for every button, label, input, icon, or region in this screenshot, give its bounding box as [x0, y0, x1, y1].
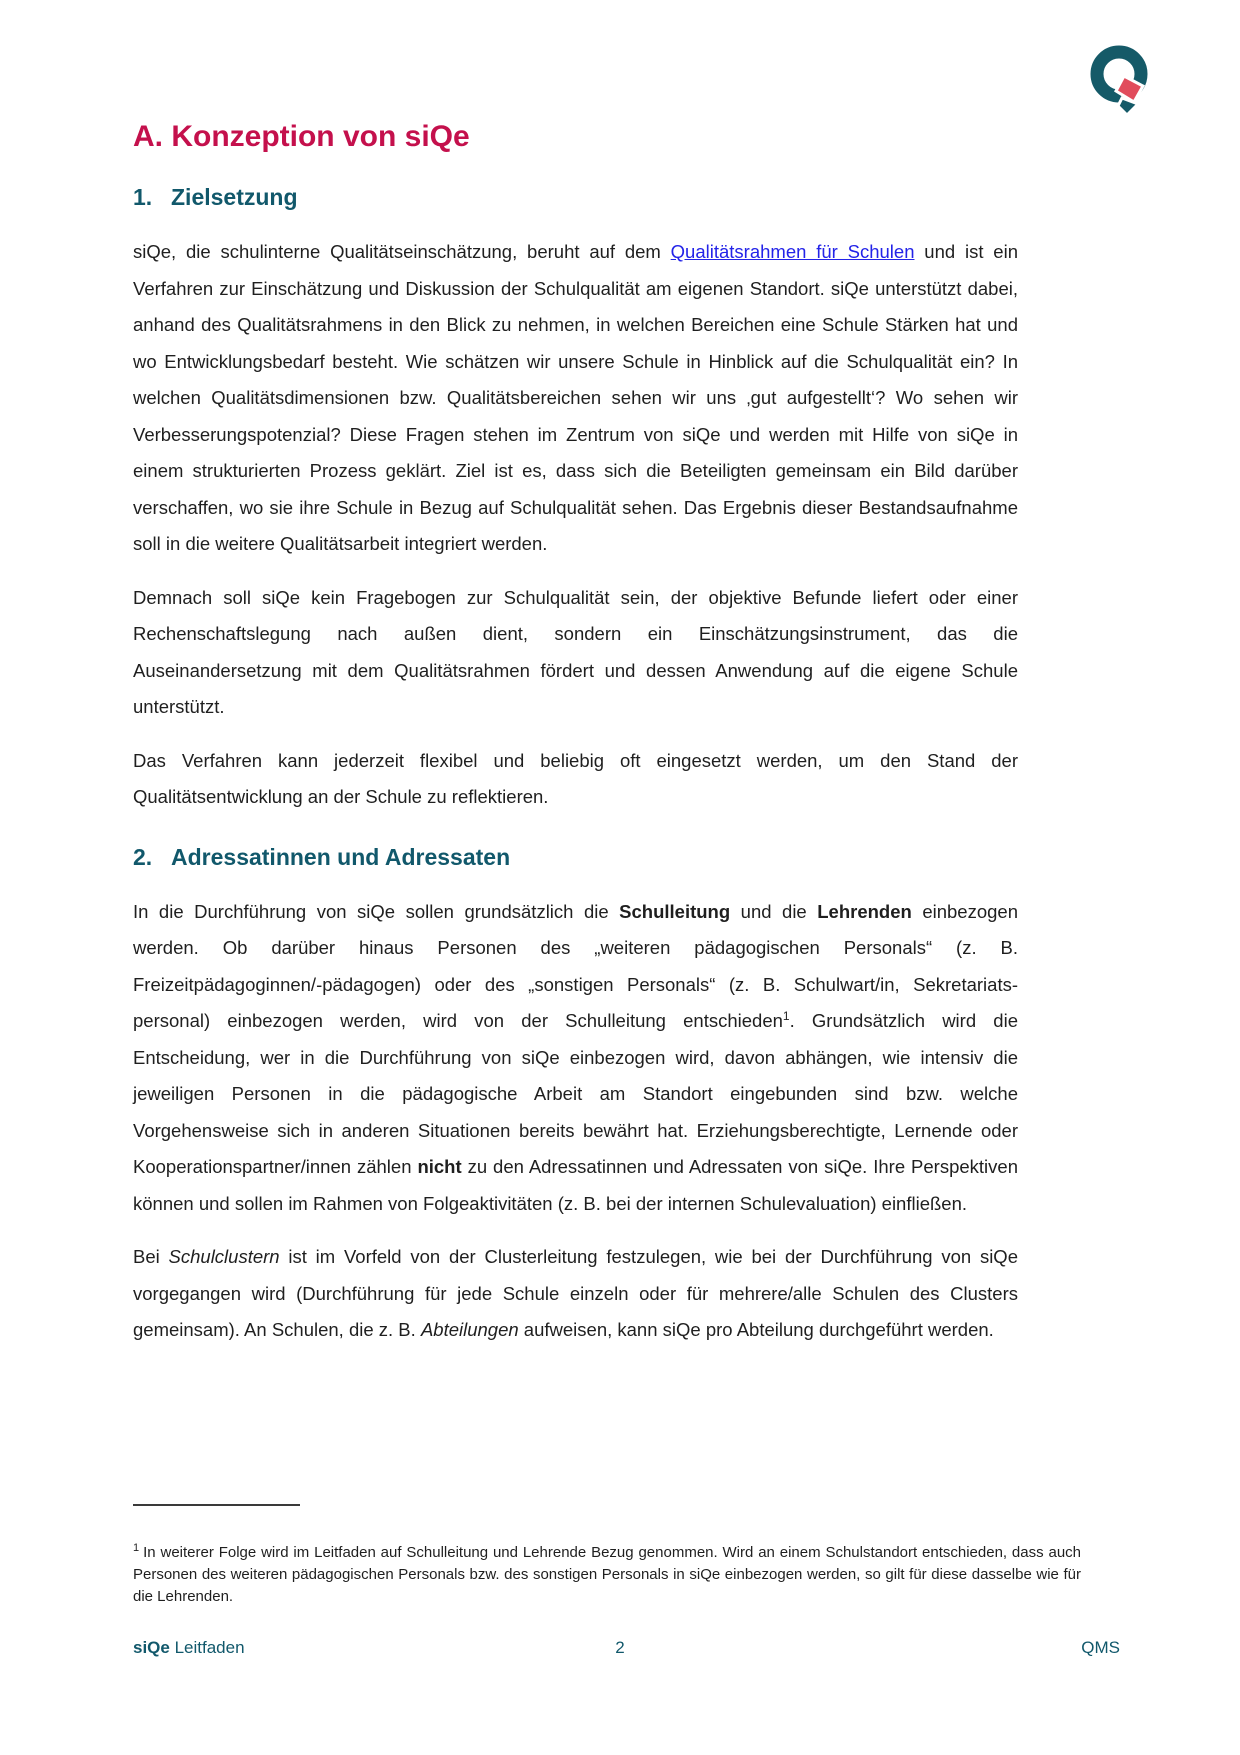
- paragraph-adressaten-1: In die Durchführung von siQe sollen grundsätzlich die Schulleitung und die Lehrenden einbezogen werden. Ob darüber hinaus Personen des „weiteren pädagogischen Personals“ (z. B. Freizeitpädagoginnen/-pädagogen) oder des „sonstigen Personals“ (z. B. Schulwart/in, Sekretariats- personal) einbezogen werden, wird von der Schulleitung entschieden$^1$. Grundsätzlich wird die Entscheidung, wer in die Durchführung von siQe einbezogen wird, davon abhängen, wie intensiv die jeweiligen Personen in die pädagogische Arbeit am Standort eingebunden sind bzw. welche Vorgehensweise sich in anderen Situationen bereits bewährt hat. Erziehungsberechtigte, Lernende oder Kooperationspartner/innen zählen nicht zu den Adressatinnen und Adressaten von siQe. Ihre Perspektiven können und sollen im Rahmen von Folgeaktivitäten (z. B. bei der internen Schulevaluation) einfließen.: [133, 900, 1018, 1214]
- qms-logo: [1088, 44, 1160, 118]
- footnote-marker: 1: [133, 1542, 140, 1554]
- paragraph-zielsetzung-2: Demnach soll siQe kein Fragebogen zur Schulqualität sein, der objektive Befunde liefert oder einer Rechenschaftslegung nach außen dient, sondern ein Einschätzungsinstrument, das die Auseinandersetzung mit dem Qualitätsrahmen fördert und dessen Anwendung auf die eigene Schule unterstützt.: [133, 586, 1018, 717]
- paragraph-zielsetzung-3: Das Verfahren kann jederzeit flexibel und beliebig oft eingesetzt werden, um den Stand der Qualitätsentwicklung an der Schule zu reflektieren.: [133, 749, 1018, 807]
- section-label: Adressatinnen und Adressaten: [171, 843, 511, 870]
- page-footer: [0, 1638, 1240, 1664]
- page-title: A. Konzeption von siQe: [133, 120, 470, 153]
- footnote-block: [133, 1504, 1081, 1608]
- qms-q-icon: [1088, 44, 1160, 118]
- paragraph-zielsetzung-1: siQe, die schulinterne Qualitätseinschätzung, beruht auf dem Qualitätsrahmen für Schulen und ist ein Verfahren zur Einschätzung und Diskussion der Schulqualität am eigenen Standort. siQe unterstützt dabei, anhand des Qualitätsrahmens in den Blick zu nehmen, in welchen Bereichen eine Schule Stärken hat und wo Entwicklungsbedarf besteht. Wie schätzen wir unsere Schule in Hinblick auf die Schulqualität ein? In welchen Qualitätsdimensionen bzw. Qualitätsbereichen sehen wir uns ‚gut aufgestellt‘? Wo sehen wir Verbesserungspotenzial? Diese Fragen stehen im Zentrum von siQe und werden mit Hilfe von siQe in einem strukturierten Prozess geklärt. Ziel ist es, dass sich die Beteiligten gemeinsam ein Bild darüber verschaffen, wo sie ihre Schule in Bezug auf Schulqualität sehen. Das Ergebnis dieser Bestandsaufnahme soll in die weitere Qualitätsarbeit integriert werden.: [133, 241, 1018, 554]
- footnote-text: [133, 1542, 1081, 1608]
- footer-page-number: 2: [615, 1638, 625, 1657]
- section-number: 2.: [133, 843, 153, 870]
- section-number: 1.: [133, 184, 153, 210]
- qualitaetsrahmen-link[interactable]: Qualitätsrahmen für Schulen: [670, 241, 915, 262]
- footer-brand-rest: Leitfaden: [169, 1638, 245, 1657]
- footnote-separator: [133, 1504, 300, 1506]
- document-content: [133, 118, 1018, 1366]
- section-label: Zielsetzung: [171, 184, 298, 210]
- section-heading-adressaten: [133, 842, 1018, 872]
- footer-qms-label: QMS: [1081, 1638, 1120, 1657]
- paragraph-adressaten-2: Bei Schulclustern ist im Vorfeld von der Clusterleitung festzulegen, wie bei der Durchführung von siQe vorgegangen wird (Durchführung für jede Schule einzeln oder für mehrere/alle Schulen des Clusters gemeinsam). An Schulen, die z. B. Abteilungen aufweisen, kann siQe pro Abteilung durchgeführt werden.: [133, 1246, 1018, 1340]
- section-heading-zielsetzung: [133, 182, 1018, 212]
- footnote-body: In weiterer Folge wird im Leitfaden auf Schulleitung und Lehrende Bezug genommen. Wird an einem Schulstandort entschieden, dass auch Personen des weiteren pädagogischen Personals bzw. des sonstigen Personals in siQe einbezogen werden, so gilt für diese dasselbe wie für die Lehrenden.: [133, 1544, 1081, 1605]
- footer-brand: siQe: [133, 1638, 170, 1657]
